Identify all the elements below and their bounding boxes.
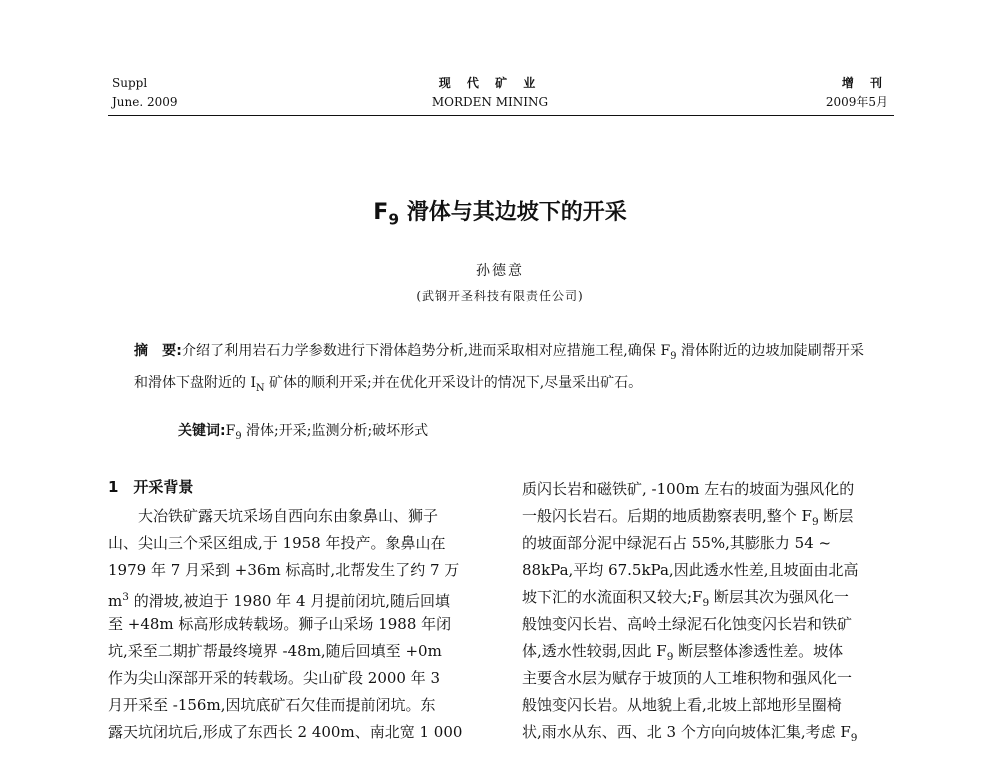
right-column-line: 的坡面部分泥中绿泥石占 55%,其膨胀力 54 ~ (522, 534, 832, 552)
left-column-line: 坑,采至二期扩帮最终境界 -48m,随后回填至 +0m (108, 642, 442, 660)
author-affiliation: (武钢开圣科技有限责任公司) (416, 289, 584, 303)
header-journal-name-chinese: 现 代 矿 业 (438, 76, 542, 90)
right-line-tail: 断层 (818, 507, 854, 525)
left-column-line: 作为尖山深部开采的转载场。尖山矿段 2000 年 3 (108, 669, 441, 687)
abstract-subscript-a: 9 (670, 350, 677, 362)
header-journal-supplement: Suppl (112, 76, 148, 90)
left-column-line: 月开采至 -156m,因坑底矿石欠佳而提前闭坑。东 (108, 696, 436, 714)
left-column-line: 山、尖山三个采区组成,于 1958 年投产。象鼻山在 (108, 534, 446, 552)
header-journal-name-english: MORDEN MINING (431, 95, 549, 109)
title-prefix: F (373, 200, 389, 225)
left-column-line: 大冶铁矿露天坑采场自西向东由象鼻山、狮子 (108, 507, 439, 525)
right-line-tail: 断层其次为强风化一 (709, 588, 849, 606)
right-column-line: 88kPa,平均 67.5kPa,因此透水性差,且坡面由北高 (522, 561, 859, 579)
header-date-chinese: 2009年5月 (825, 95, 888, 109)
right-column-line: 般蚀变闪长岩、高岭土绿泥石化蚀变闪长岩和铁矿 (522, 615, 853, 633)
title-subscript: 9 (388, 210, 400, 229)
left-column-line: 1979 年 7 月采到 +36m 标高时,北帮发生了约 7 万 (108, 561, 460, 579)
keywords-subscript: 9 (235, 430, 242, 442)
unit-superscript: 3 (122, 591, 129, 603)
keywords-text-b: 滑体;开采;监测分析;破坏形式 (241, 423, 429, 439)
abstract-subscript-b: N (255, 382, 265, 394)
right-line-text: 体,透水性较弱,因此 F (522, 642, 667, 660)
right-line-subscript: 9 (850, 732, 858, 744)
abstract-text-c: 矿体的顺利开采;并在优化开采设计的情况下,尽量采出矿石。 (264, 374, 643, 391)
abstract-text-a: 介绍了利用岩石力学参数进行下滑体趋势分析,进而采取相对应措施工程,确保 F (181, 343, 671, 359)
right-line-text: 一般闪长岩石。后期的地质勘察表明,整个 F (522, 507, 812, 525)
right-line-text: 坡下汇的水流面积又较大;F (522, 588, 703, 606)
right-column-line: 主要含水层为赋存于坡顶的人工堆积物和强风化一 (522, 669, 853, 687)
left-column-line: 至 +48m 标高形成转载场。狮子山采场 1988 年闭 (108, 615, 452, 633)
abstract-text-b: 滑体附近的边坡加陡刷帮开采和滑体下盘附近的 I (134, 343, 865, 391)
author-name: 孙德意 (476, 263, 524, 279)
article-title (0, 195, 1000, 228)
right-column-line (522, 719, 900, 752)
unit-m: m (108, 592, 123, 610)
left-column-line-text: 滑坡,被迫于 1980 年 4 月提前闭坑,随后回填 (148, 592, 451, 610)
right-line-tail: 断层整体渗透性差。坡体 (673, 642, 844, 660)
right-column-line: 般蚀变闪长岩。从地貌上看,北坡上部地形呈圈椅 (522, 696, 842, 714)
title-rest: 滑体与其边坡下的开采 (399, 200, 627, 225)
keywords-label: 关键词: (178, 423, 226, 439)
keywords (178, 418, 428, 450)
header-supplement-chinese: 增 刊 (841, 76, 888, 90)
unit-tail: 的 (128, 592, 149, 610)
header-date-english: June. 2009 (112, 95, 178, 109)
right-line-subscript: 9 (702, 597, 710, 609)
right-line-text: 状,雨水从东、西、北 3 个方向向坡体汇集,考虑 F (522, 723, 851, 741)
left-column-line: 露天坑闭坑后,形成了东西长 2 400m、南北宽 1 000 (108, 723, 463, 741)
section-heading: 1 开采背景 (108, 478, 194, 496)
abstract-label: 摘 要: (134, 343, 182, 359)
right-line-subscript: 9 (666, 651, 674, 663)
header-rule (108, 115, 894, 116)
right-column-line: 质闪长岩和磁铁矿, -100m 左右的坡面为强风化的 (522, 480, 855, 498)
right-line-subscript: 9 (811, 516, 819, 528)
abstract (134, 338, 864, 402)
keywords-text-a: F (225, 423, 236, 439)
